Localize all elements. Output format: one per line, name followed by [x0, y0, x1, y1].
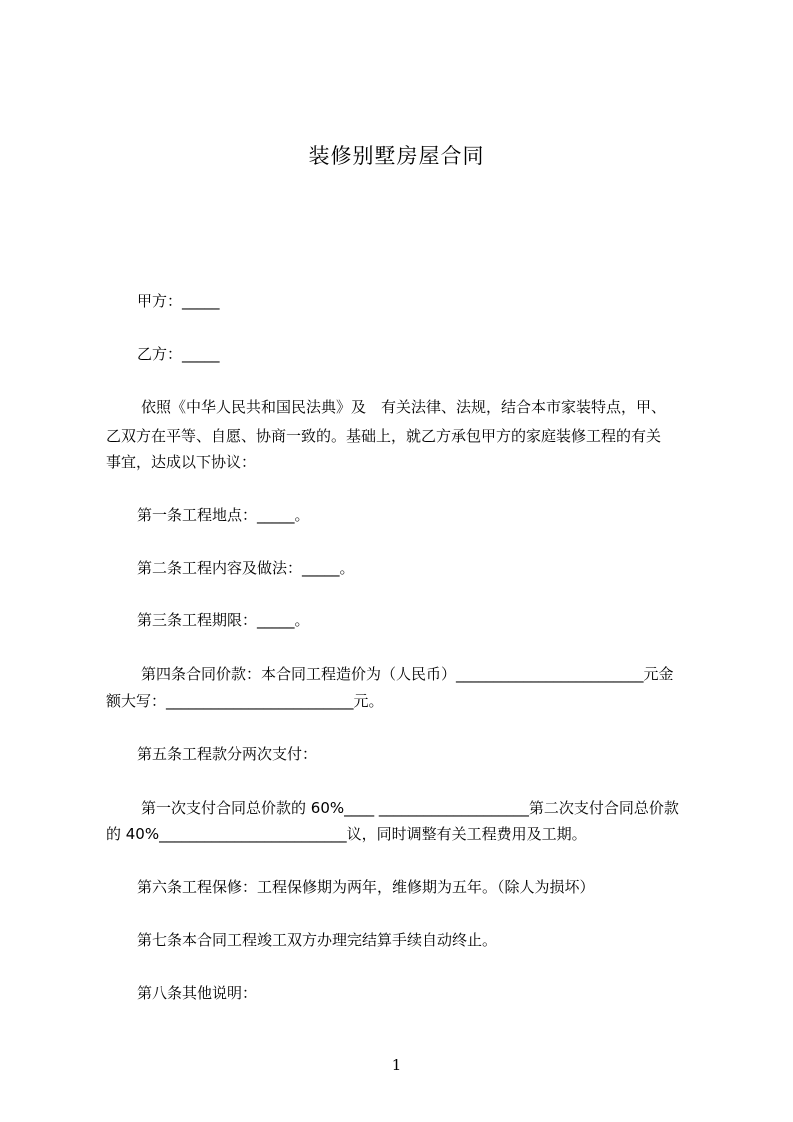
article-7: 第七条本合同工程竣工双方办理完结算手续自动终止。: [137, 931, 498, 949]
preamble-line-2: 乙双方在平等、自愿、协商一致的。基础上，就乙方承包甲方的家庭装修工程的有关: [106, 427, 662, 445]
party-a-line: 甲方：_____: [137, 292, 220, 310]
preamble-line-3: 事宜，达成以下协议：: [106, 453, 257, 471]
preamble-line-1: 依照《中华人民共和国民法典》及 有关法律、法规，结合本市家装特点，甲、: [141, 398, 667, 416]
article-8: 第八条其他说明：: [137, 984, 258, 1002]
article-2: 第二条工程内容及做法：_____。: [137, 559, 355, 577]
payment-line-2: 的 40%_________________________议，同时调整有关工程费用及工期。: [106, 825, 587, 843]
article-5: 第五条工程款分两次支付：: [137, 745, 318, 763]
article-4-line-1: 第四条合同价款：本合同工程造价为（人民币）_________________________元金: [141, 665, 674, 683]
article-4-line-2: 额大写：_________________________元。: [106, 692, 384, 710]
party-b-line: 乙方：_____: [137, 345, 220, 363]
article-3: 第三条工程期限：_____。: [137, 611, 310, 629]
page-number: 1: [391, 1056, 402, 1074]
article-1: 第一条工程地点：_____。: [137, 506, 310, 524]
document-title: 装修别墅房屋合同: [308, 144, 485, 168]
payment-line-1: 第一次支付合同总价款的 60%____ ____________________第二次支付合同总价款: [141, 799, 679, 817]
article-6: 第六条工程保修：工程保修期为两年，维修期为五年。（除人为损坏）: [137, 878, 595, 896]
